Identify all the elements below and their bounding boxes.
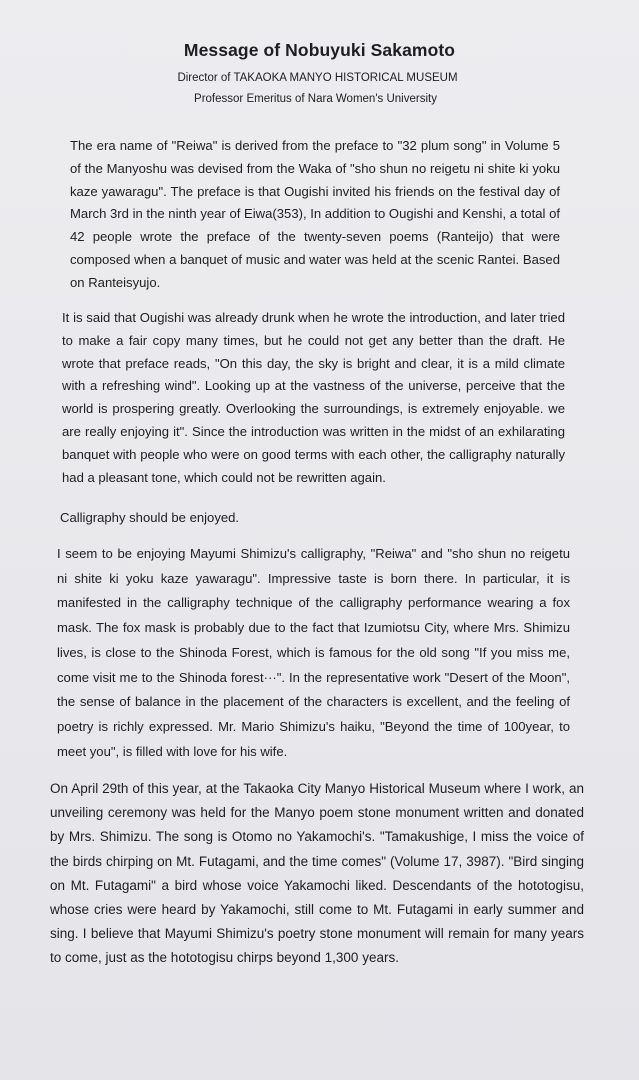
paragraph-ougishi-preface: It is said that Ougishi was already drunk when he wrote the introduction, and later tried to make a fair copy many times, but he could not get any better than the draft. He wrote that preface reads, "On this day, the sky is bright and clear, it is a mild climate with a refreshing wind". Looking up at the vastness of the universe, perceive that the world is prospering greatly. Overlooking the surroundings, is extremely enjoyable. we are really enjoying it". Since the introduction was written in the midst of an exhilarating banquet with people who were on good terms with each other, the calligraphy naturally had a pleasant tone, which could not be rewritten again. xyxy=(62,310,565,485)
paragraph-reiwa-origin: The era name of "Reiwa" is derived from the preface to "32 plum song" in Volume 5 of the Manyoshu was devised from the Waka of "sho shun no reigetu ni shite ki yoku kaze yawaragu". The preface is that Ougishi invited his friends on the festival day of March 3rd in the ninth year of Eiwa(353), In addition to Ougishi and Kenshi, a total of 42 people wrote the preface of the twenty-seven poems (Ranteijo) that were composed when a banquet of music and water was held at the scenic Rantei. Based on Ranteisyujo. xyxy=(70,138,560,290)
paragraph-shimizu-calligraphy: I seem to be enjoying Mayumi Shimizu's calligraphy, "Reiwa" and "sho shun no reigetu ni shite ki yoku kaze yawaragu". Impressive taste is born there. In particular, it is manifested in the calligraphy technique of the calligraphy performance wearing a fox mask. The fox mask is probably due to the fact that Izumiotsu City, where Mrs. Shimizu lives, is close to the Shinoda Forest, which is famous for the old song "If you miss me, come visit me to the Shinoda forest···". In the representative work "Desert of the Moon", the sense of balance in the placement of the characters is excellent, and the feeling of poetry is richly expressed. Mr. Mario Shimizu's haiku, "Beyond the time of 100year, to meet you", is filled with love for his wife. xyxy=(57,546,570,759)
author-position: Director of TAKAOKA MANYO HISTORICAL MUSEUM xyxy=(177,72,458,84)
paragraph-stone-monument: On April 29th of this year, at the Takaoka City Manyo Historical Museum where I work, an unveiling ceremony was held for the Manyo poem stone monument written and donated by Mrs. Shimizu. The song is Otomo no Yakamochi's. "Tamakushige, I miss the voice of the birds chirping on Mt. Futagami, and the time comes" (Volume 17, 3987). "Bird singing on Mt. Futagami" a bird whose voice Yakamochi liked. Descendants of the hototogisu, whose cries were heard by Yakamochi, still come to Mt. Futagami in early summer and sing. I believe that Mayumi Shimizu's poetry stone monument will remain for many years to come, just as the hototogisu chirps beyond 1,300 years. xyxy=(50,781,584,966)
author-title: Professor Emeritus of Nara Women's University xyxy=(194,93,437,105)
page-title: Message of Nobuyuki Sakamoto xyxy=(183,40,456,60)
paragraph-calligraphy-enjoyed: Calligraphy should be enjoyed. xyxy=(60,510,240,525)
